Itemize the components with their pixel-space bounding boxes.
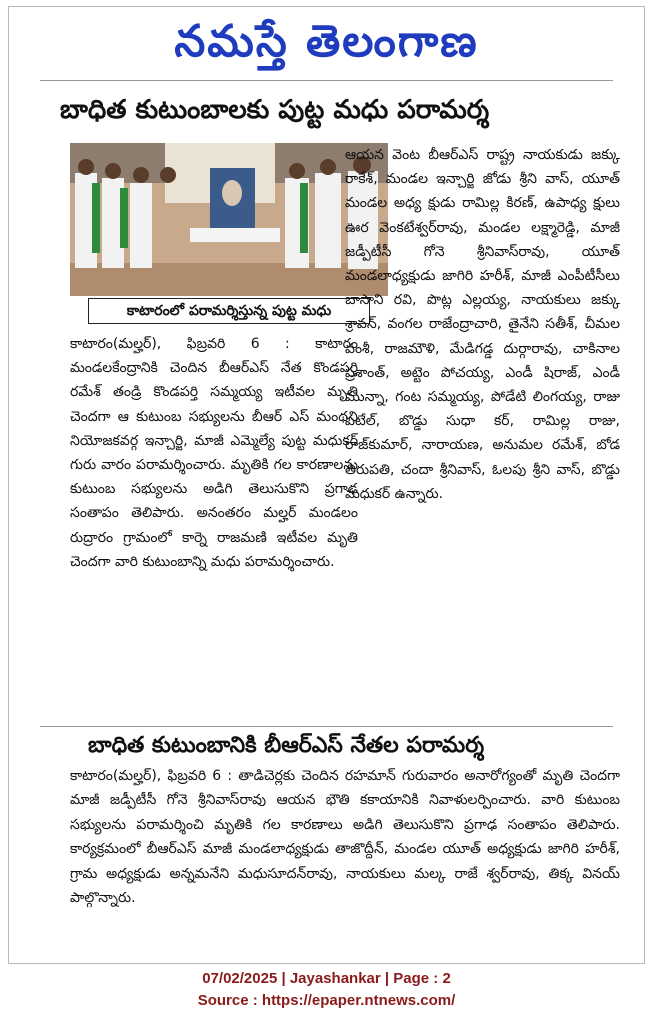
footer-source: Source : https://epaper.ntnews.com/ bbox=[197, 992, 456, 1009]
footer-meta: 07/02/2025 | Jayashankar | Page : 2 bbox=[202, 970, 451, 987]
story1-headline: బాధిత కుటుంబాలకు పుట్ట మధు పరామర్శ bbox=[60, 95, 490, 125]
story1-left-text: కాటారం(మల్హర్), ఫిబ్రవరి 6 : కాటారం మండలకేంద్రానికి చెందిన బీఆర్ఎస్ నేత కొండపర్తి రమేశ్ తండ్రి కొండపర్తి సమ్మయ్య ఇటీవల మృతి చెందగా ఆ కుటుంబ సభ్యులను బీఆర్ ఎస్ మంథని నియోజకవర్గ ఇన్చార్జి, మాజీ ఎమ్మెల్యే పుట్ట మధుకర్ గురు వారం పరామర్శించారు. మృతికి గల కారణాలను కుటుంబ సభ్యులను అడిగి తెలుసుకొని ప్రగాఢ సంతాపం తెలిపారు. అనంతరం మల్హర్ మండలం రుద్రారం గ్రామంలో కార్నె రాజమణి ఇటీవల మృతి చెందగా వారి కుటుంబాన్ని మధు పరామర్శించారు. bbox=[70, 336, 358, 570]
newspaper-masthead: నమస్తే తెలంగాణ bbox=[174, 16, 479, 67]
group-photo-image bbox=[70, 143, 388, 296]
photo-caption: కాటారంలో పరామర్శిస్తున్న పుట్ట మధు bbox=[88, 298, 370, 324]
story-divider bbox=[40, 726, 613, 727]
story1-photo bbox=[70, 143, 388, 296]
story1-left-column bbox=[70, 332, 358, 574]
story1-right-text: ఆయన వెంట బీఆర్ఎస్ రాష్ట్ర నాయకుడు జక్కు రాకేశ్, మండల ఇన్చార్జి జోడు శ్రీని వాస్, యూత్ మండల అధ్య క్షుడు రామిల్ల కిరణ్, ఉపాధ్య క్షులు ఊర వెంకటేశ్వర్‌రావు, మండల లక్ష్మారెడ్డి, మాజీ జడ్పీటీసీ గోనె శ్రీనివాస్‌రావు, యూత్ మండలాధ్యక్షుడు జాగిరి హరీశ్, మాజీ ఎంపీటీసీలు బాసాని రవి, పొట్ల ఎల్లయ్య, నాయకులు జక్కు శ్రావన్, వంగల రాజేంద్రాచారి, తైనేని సతీశ్, చీమల వంశీ, రాజమౌళి, మేడిగడ్డ దుర్గారావు, చాకినాల ప్రశాంత్, అట్టెం పోచయ్య, ఎండీ షిరాజ్, ఎండీ మున్నా, గంట సమ్మయ్య, పోడేటి లింగయ్య, రాజు పటేల్, బొడ్డు సుధా కర్, రామిల్ల రాజు, రాజ్‌కుమార్, నారాయణ, అనుమల రమేశ్, బోడ తిరుపతి, చందా శ్రీనివాస్, ఓలపు శ్రీని వాస్, బొడ్డు మధుకర్ ఉన్నారు. bbox=[345, 147, 620, 502]
masthead-divider bbox=[40, 80, 613, 81]
story2-body: కాటారం(మల్హర్), ఫిబ్రవరి 6 : తాడిచెర్లకు చెందిన రహమాన్ గురువారం అనారోగ్యంతో మృతి చెందగా మాజీ జడ్పీటీసీ గోనె శ్రీనివాస్‌రావు ఆయన భౌతి కకాయానికి నివాళులర్పించారు. వారి కుటుంబ సభ్యులను పరామర్శించి మృతికి గల కారణాలు అడిగి తెలుసుకొని ప్రగాఢ సంతాపం తెలిపారు. కార్యక్రమంలో బీఆర్ఎస్ మాజీ మండలాధ్యక్షుడు తాజొద్దీన్, మండల యూత్ అధ్యక్షుడు జాగిరి హరీశ్, గ్రామ అధ్యక్షుడు అన్నమనేని మధుసూదన్‌రావు, నాయకులు మల్క రాజే శ్వర్‌రావు, తిక్క వినయ్ పాల్గొన్నారు. bbox=[70, 768, 620, 907]
story2-headline: బాధిత కుటుంబానికి బీఆర్ఎస్ నేతల పరామర్శ bbox=[88, 733, 485, 758]
story1-right-column bbox=[345, 143, 620, 506]
